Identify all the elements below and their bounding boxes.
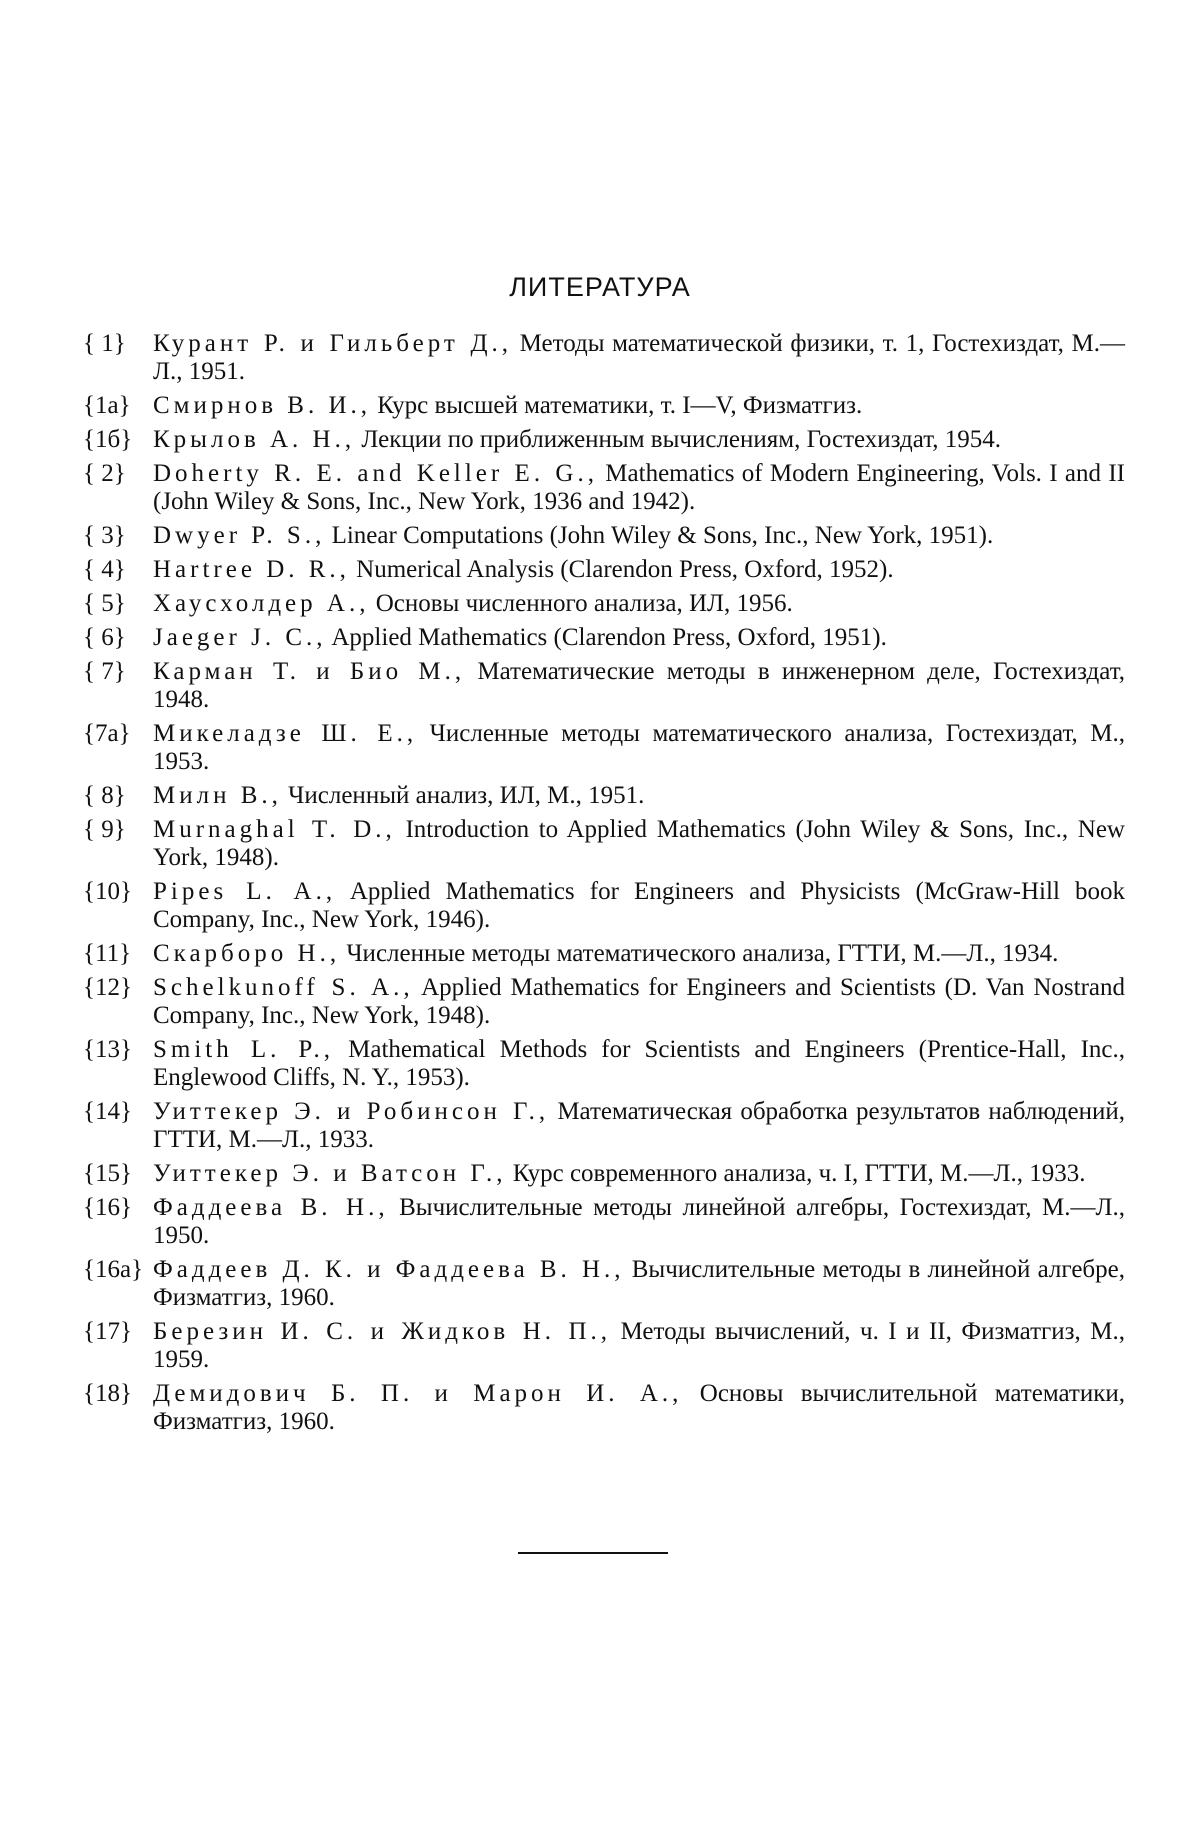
reference-item: [83, 878, 1125, 934]
reference-authors: Уиттекер Э. и Робинсон Г.,: [153, 1098, 550, 1125]
reference-text: Linear Computations (John Wiley & Sons, Inc., New York, 1951).: [325, 522, 994, 549]
reference-authors: Крылов А. Н.,: [153, 426, 356, 453]
reference-authors: Фаддеев Д. К. и Фаддеева В. Н.,: [153, 1256, 625, 1283]
reference-text: Численные методы математического анализа, Гостехиздат, М., 1953.: [153, 720, 1125, 775]
reference-text: Applied Mathematics for Engineers and Scientists (D. Van Nostrand Company, Inc., New York, 1948).: [153, 974, 1125, 1029]
reference-item: [83, 590, 1125, 618]
reference-number: {16а}: [83, 1256, 144, 1283]
reference-authors: Смирнов В. И.,: [153, 392, 372, 419]
reference-authors: Милн В.,: [153, 782, 282, 809]
reference-authors: Фаддеева В. Н.,: [153, 1194, 389, 1221]
reference-number: { 1}: [83, 330, 126, 357]
reference-number: {16}: [83, 1194, 132, 1221]
reference-number: {1б}: [83, 426, 133, 453]
reference-item: [83, 1036, 1125, 1092]
reference-item: [83, 974, 1125, 1030]
reference-item: [83, 1256, 1125, 1312]
reference-text: Вычислительные методы линейной алгебры, Гостехиздат, М.—Л., 1950.: [153, 1194, 1125, 1249]
reference-authors: Smith L. P.,: [153, 1036, 335, 1063]
reference-text: Численный анализ, ИЛ, М., 1951.: [281, 782, 645, 809]
reference-text: Numerical Analysis (Clarendon Press, Oxford, 1952).: [349, 556, 894, 583]
reference-authors: Демидович Б. П. и Марон И. А.,: [153, 1380, 683, 1407]
reference-authors: Хаусхолдер А.,: [153, 590, 370, 617]
reference-number: { 9}: [83, 816, 126, 843]
reference-text: Методы вычислений, ч. I и II, Физматгиз, М., 1959.: [153, 1318, 1125, 1373]
reference-number: {11}: [83, 940, 132, 967]
reference-item: [83, 392, 1125, 420]
reference-item: [83, 1318, 1125, 1374]
reference-item: [83, 1194, 1125, 1250]
reference-number: { 7}: [83, 658, 126, 685]
reference-text: Mathematics of Modern Engineering, Vols. I and II (John Wiley & Sons, Inc., New York, 1936 and 1942).: [153, 460, 1125, 515]
reference-text: Математическая обработка результатов наблюдений, ГТТИ, М.—Л., 1933.: [153, 1098, 1125, 1153]
reference-number: {1а}: [83, 392, 131, 419]
reference-number: {13}: [83, 1036, 132, 1063]
reference-text: Mathematical Methods for Scientists and Engineers (Prentice-Hall, Inc., Englewood Cliffs, N. Y., 1953).: [153, 1036, 1125, 1091]
reference-text: Основы вычислительной математики, Физматгиз, 1960.: [153, 1380, 1125, 1435]
reference-item: [83, 1380, 1125, 1436]
reference-list: [83, 330, 1125, 1442]
reference-item: [83, 624, 1125, 652]
reference-number: { 6}: [83, 624, 126, 651]
reference-item: [83, 1160, 1125, 1188]
reference-number: {7а}: [83, 720, 131, 747]
reference-number: { 5}: [83, 590, 126, 617]
reference-authors: Dwyer P. S.,: [153, 522, 326, 549]
reference-authors: Hartree D. R.,: [153, 556, 350, 583]
reference-text: Introduction to Applied Mathematics (John Wiley & Sons, Inc., New York, 1948).: [153, 816, 1125, 871]
reference-authors: Микеладзе Ш. Е.,: [153, 720, 418, 747]
reference-authors: Карман Т. и Био М.,: [153, 658, 466, 685]
reference-item: [83, 1098, 1125, 1154]
reference-authors: Скарборо Н.,: [153, 940, 341, 967]
reference-item: [83, 460, 1125, 516]
reference-number: {14}: [83, 1098, 132, 1125]
closing-rule: [518, 1552, 668, 1554]
reference-text: Математические методы в инженерном деле, Гостехиздат, 1948.: [153, 658, 1125, 713]
reference-item: [83, 940, 1125, 968]
reference-item: [83, 426, 1125, 454]
reference-number: {15}: [83, 1160, 132, 1187]
reference-number: { 2}: [83, 460, 126, 487]
reference-number: { 8}: [83, 782, 126, 809]
reference-item: [83, 720, 1125, 776]
reference-item: [83, 556, 1125, 584]
reference-text: Методы математической физики, т. 1, Гостехиздат, М.—Л., 1951.: [153, 330, 1125, 385]
reference-number: {18}: [83, 1380, 132, 1407]
reference-authors: Березин И. С. и Жидков Н. П.,: [153, 1318, 612, 1345]
reference-item: [83, 330, 1125, 386]
reference-authors: Murnaghal T. D.,: [153, 816, 396, 843]
reference-authors: Уиттекер Э. и Ватсон Г.,: [153, 1160, 507, 1187]
reference-text: Applied Mathematics for Engineers and Physicists (McGraw-Hill book Company, Inc., New York, 1946).: [153, 878, 1126, 933]
reference-number: {17}: [83, 1318, 132, 1345]
reference-authors: Курант Р. и Гильберт Д.,: [153, 330, 512, 357]
reference-text: Лекции по приближенным вычислениям, Гостехиздат, 1954.: [355, 426, 1002, 453]
reference-number: {10}: [83, 878, 132, 905]
reference-authors: Doherty R. E. and Keller E. G.,: [153, 460, 598, 487]
reference-text: Основы численного анализа, ИЛ, 1956.: [369, 590, 793, 617]
reference-number: { 3}: [83, 522, 126, 549]
reference-item: [83, 658, 1125, 714]
reference-item: [83, 816, 1125, 872]
reference-item: [83, 782, 1125, 810]
reference-text: Численные методы математического анализа, ГТТИ, М.—Л., 1934.: [340, 940, 1059, 967]
page-title: ЛИТЕРАТУРА: [509, 272, 691, 302]
reference-text: Вычислительные методы в линейной алгебре, Физматгиз, 1960.: [153, 1256, 1125, 1311]
reference-authors: Pipes L. A.,: [153, 878, 337, 905]
reference-authors: Schelkunoff S. A.,: [153, 974, 414, 1001]
reference-number: { 4}: [83, 556, 126, 583]
reference-item: [83, 522, 1125, 550]
reference-text: Курс высшей математики, т. I—V, Физматгиз.: [371, 392, 863, 419]
reference-number: {12}: [83, 974, 132, 1001]
reference-text: Applied Mathematics (Clarendon Press, Oxford, 1951).: [326, 624, 887, 651]
reference-text: Курс современного анализа, ч. I, ГТТИ, М.—Л., 1933.: [506, 1160, 1086, 1187]
reference-authors: Jaeger J. C.,: [153, 624, 327, 651]
